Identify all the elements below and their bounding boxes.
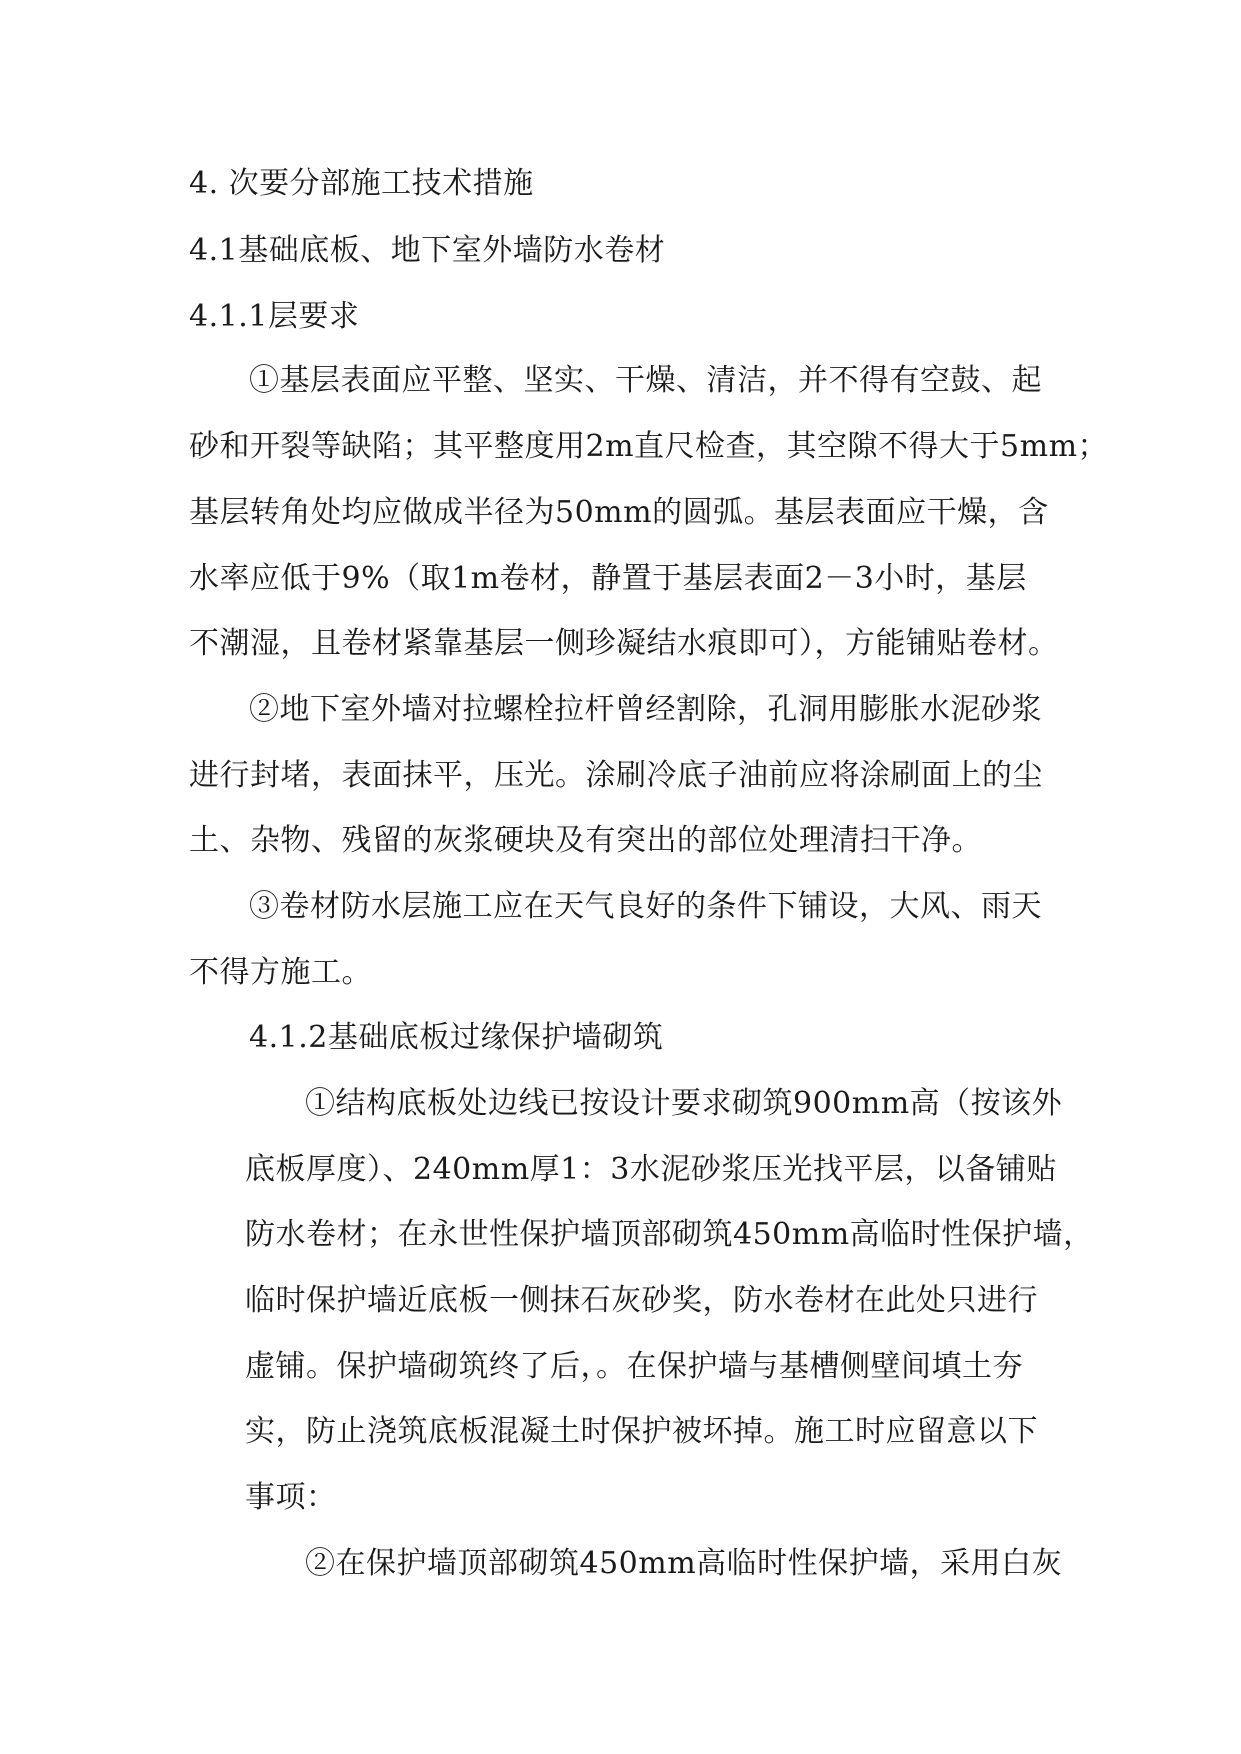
paragraph-line: ③卷材防水层施工应在天气良好的条件下铺设，大风、雨天 xyxy=(249,889,1042,924)
paragraph-line: 基层转角处均应做成半径为50mm的圆弧。基层表面应干燥，含 xyxy=(189,495,1049,530)
subparagraph-line: 事项： xyxy=(245,1480,337,1515)
paragraph-line: 土、杂物、残留的灰浆硬块及有突出的部位处理清扫干净。 xyxy=(189,823,982,858)
paragraph-line: 不潮湿，且卷材紧靠基层一侧珍凝结水痕即可），方能铺贴卷材。 xyxy=(189,626,1059,661)
subparagraph-line: 防水卷材；在永世性保护墙顶部砌筑450mm高临时性保护墙， xyxy=(245,1217,1094,1252)
paragraph-line: ①基层表面应平整、坚实、干燥、清洁，并不得有空鼓、起 xyxy=(249,363,1042,398)
section-heading-4-1-1: 4.1.1层要求 xyxy=(189,299,360,334)
paragraph-line: 砂和开裂等缺陷；其平整度用2m直尺检查，其空隙不得大于5mm； xyxy=(189,429,1109,464)
subparagraph-line: ②在保护墙顶部砌筑450mm高临时性保护墙，采用白灰 xyxy=(305,1546,1063,1581)
subparagraph-line: 临时保护墙近底板一侧抹石灰砂奖，防水卷材在此处只进行 xyxy=(245,1283,1038,1318)
section-heading-4-1: 4.1基础底板、地下室外墙防水卷材 xyxy=(189,233,666,268)
subparagraph-line: 实，防止浇筑底板混凝土时保护被坏掉。施工时应留意以下 xyxy=(245,1414,1038,1449)
subparagraph-line: 虚铺。保护墙砌筑终了后，。在保护墙与基槽侧壁间填土夯 xyxy=(245,1349,1023,1384)
section-heading-4-1-2: 4.1.2基础底板过缘保护墙砌筑 xyxy=(249,1020,664,1055)
paragraph-line: ②地下室外墙对拉螺栓拉杆曾经割除，孔洞用膨胀水泥砂浆 xyxy=(249,692,1042,727)
section-heading-4: 4. 次要分部施工技术措施 xyxy=(189,166,534,201)
paragraph-line: 水率应低于9%（取1m卷材，静置于基层表面2－3小时，基层 xyxy=(189,561,1027,596)
paragraph-line: 进行封堵，表面抹平，压光。涂刷冷底子油前应将涂刷面上的尘 xyxy=(189,758,1043,793)
subparagraph-line: 底板厚度）、240mm厚1：3水泥砂浆压光找平层，以备铺贴 xyxy=(245,1152,1057,1187)
subparagraph-line: ①结构底板处边线已按设计要求砌筑900mm高（按该外 xyxy=(305,1086,1063,1121)
paragraph-line: 不得方施工。 xyxy=(189,955,372,990)
